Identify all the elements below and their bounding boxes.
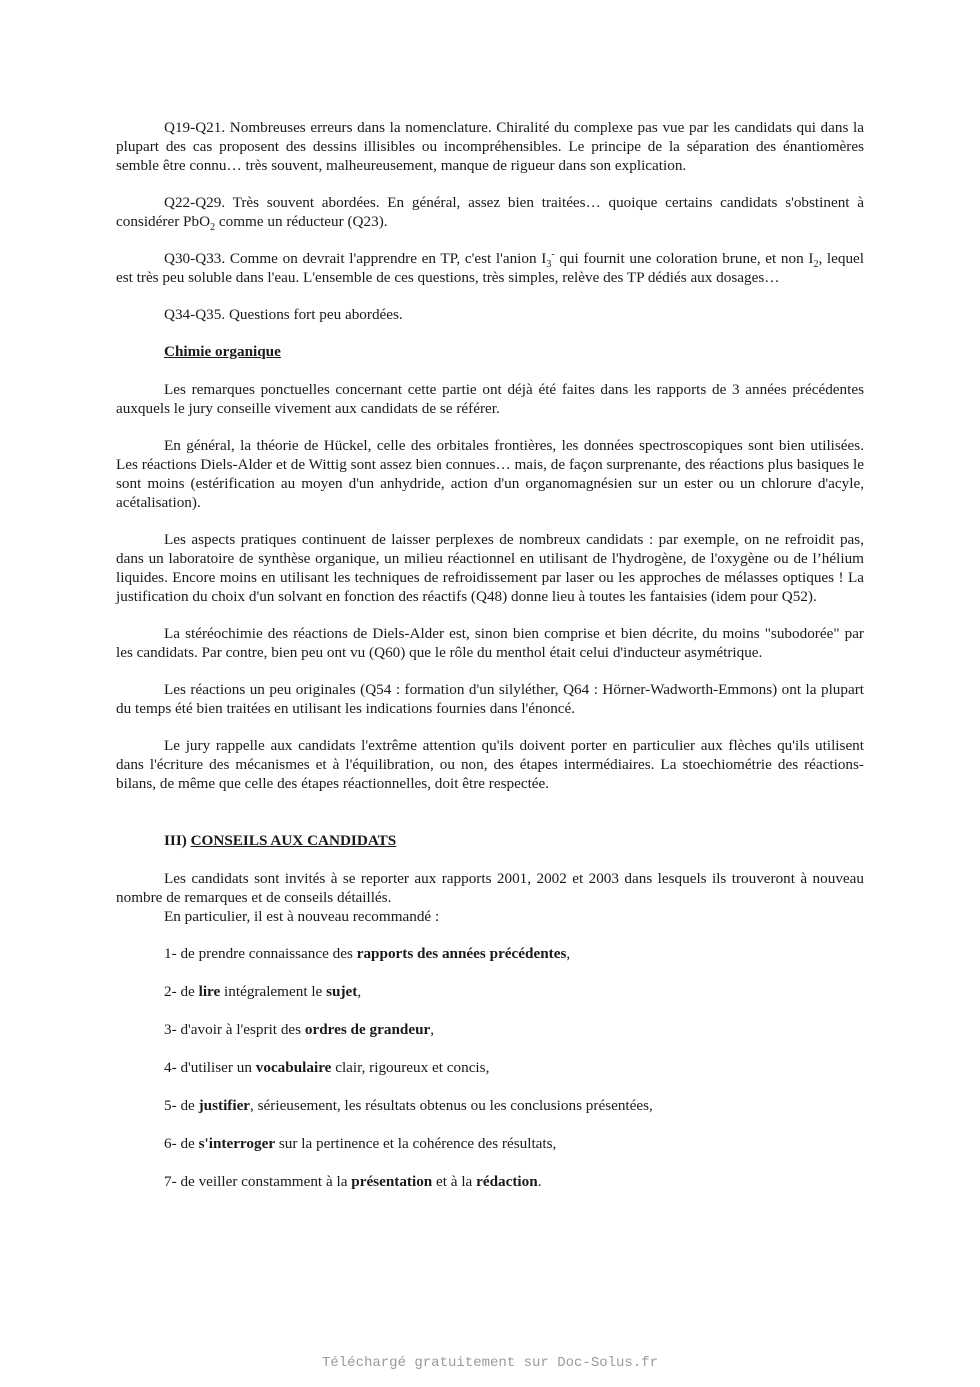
list-item: 3- d'avoir à l'esprit des ordres de grandeur, <box>164 1021 435 1038</box>
list-item: 4- d'utiliser un vocabulaire clair, rigoureux et concis, <box>164 1059 490 1076</box>
section-heading-conseils: III) CONSEILS AUX CANDIDATS <box>164 832 397 849</box>
paragraph-q34: Q34-Q35. Questions fort peu abordées. <box>164 306 403 323</box>
paragraph-orga-4: La stéréochimie des réactions de Diels-Alder est, sinon bien comprise et bien décrite, du moins "subodorée" par les candidats. Par contre, bien peu ont vu (Q60) que le rôle du menthol était celui d'inducteur asymétrique. <box>116 625 864 661</box>
paragraph-orga-1: Les remarques ponctuelles concernant cette partie ont déjà été faites dans les rapports de 3 années précédentes auxquels le jury conseille vivement aux candidats de se référer. <box>116 381 864 417</box>
paragraph-conseils-1: Les candidats sont invités à se reporter aux rapports 2001, 2002 et 2003 dans lesquels ils trouveront à nouveau nombre de remarques et de conseils détaillés. <box>116 870 864 906</box>
list-item: 1- de prendre connaissance des rapports des années précédentes, <box>164 945 571 962</box>
paragraph-conseils-2: En particulier, il est à nouveau recommandé : <box>164 908 440 925</box>
paragraph-q22: Q22-Q29. Très souvent abordées. En général, assez bien traitées… quoique certains candidats s'obstinent à considérer PbO$_2$ comme un réducteur (Q23). <box>116 194 864 234</box>
list-item: 7- de veiller constamment à la présentation et à la rédaction. <box>164 1173 542 1190</box>
paragraph-orga-5: Les réactions un peu originales (Q54 : formation d'un silyléther, Q64 : Hörner-Wadworth-Emmons) ont la plupart du temps été bien traitées en utilisant les indications fournies dans l'énoncé. <box>116 681 864 717</box>
list-item: 6- de s'interroger sur la pertinence et la cohérence des résultats, <box>164 1135 557 1152</box>
paragraph-q30: Q30-Q33. Comme on devrait l'apprendre en TP, c'est l'anion $I_3^-$ qui fournit une coloration brune, et non $I_2$, lequel est très peu soluble dans l'eau. L'ensemble de ces questions, très simples, relève des TP dédiés aux dosages… <box>116 248 865 286</box>
paragraph-orga-6: Le jury rappelle aux candidats l'extrême attention qu'ils doivent porter en particulier aux flèches qu'ils utilisent dans l'écriture des mécanismes et à l'équilibration, ou non, des étapes intermédiaires. La stoechiométrie des réactions-bilans, de même que celle des étapes réactionnelles, doit être respectée. <box>116 737 864 792</box>
footer-watermark: Téléchargé gratuitement sur Doc-Solus.fr <box>321 1355 659 1371</box>
paragraph-q19: Q19-Q21. Nombreuses erreurs dans la nomenclature. Chiralité du complexe pas vue par les candidats qui dans la plupart des cas proposent des dessins illisibles ou incompréhensibles. Le principe de la séparation des énantiomères semble être connu… très souvent, malheureusement, manque de rigueur dans son explication. <box>116 119 864 174</box>
section-heading-chimie-organique: Chimie organique <box>164 343 281 360</box>
list-item: 5- de justifier, sérieusement, les résultats obtenus ou les conclusions présentées, <box>164 1097 653 1114</box>
paragraph-orga-2: En général, la théorie de Hückel, celle des orbitales frontières, les données spectroscopiques sont bien utilisées. Les réactions Diels-Alder et de Wittig sont assez bien connues… mais, de façon surprenante, des réactions plus basiques le sont moins (estérification au moyen d'un anhydride, action d'un organomagnésien sur un ester ou un chlorure d'acyle, acétalisation). <box>116 437 864 511</box>
page-body <box>116 118 864 1210</box>
list-item: 2- de lire intégralement le sujet, <box>164 983 362 1000</box>
paragraph-orga-3: Les aspects pratiques continuent de laisser perplexes de nombreux candidats : par exemple, on ne refroidit pas, dans un laboratoire de synthèse organique, un milieu réactionnel en utilisant de l'hydrogène, de l'oxygène ou de l’hélium liquides. Encore moins en utilisant les techniques de refroidissement par laser ou les approches de mélasses optiques ! La justification du choix d'un solvant en fonction des réactifs (Q48) donne lieu à toutes les fantaisies (idem pour Q52). <box>116 531 864 605</box>
